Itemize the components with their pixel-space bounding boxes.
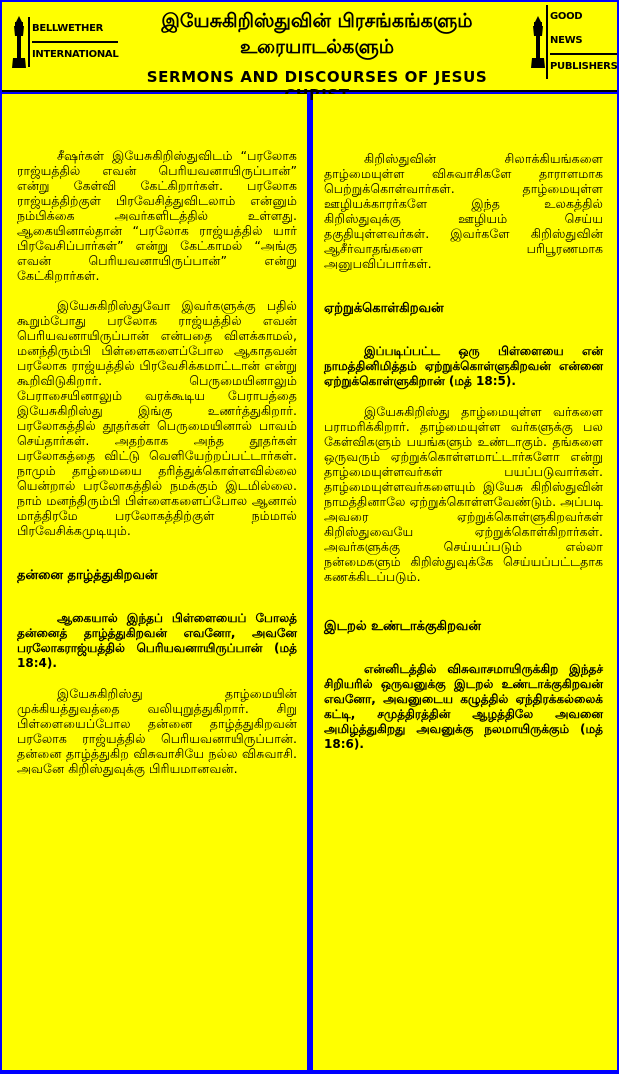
scripture-quote-matt-18-5: இப்படிப்பட்ட ஒரு பிள்ளையை என் நாமத்தினிமித்தம் ஏற்றுக்கொள்ளுகிறவன் என்னை ஏற்றுக்கொள்ளுகிறான் (மத் 18:5). <box>324 344 603 388</box>
logo-right-line1: GOOD NEWS <box>550 5 617 55</box>
left-paragraph-2: இயேசுகிறிஸ்துவோ இவர்களுக்கு பதில் கூறும்போது பரலோக ராஜ்யத்தில் எவன் பெரியவனாயிருப்பான் என்பதை விளக்காமல், மனந்திரும்பி பிள்ளைகளைப்போல ஆகாதவன் பரலோக ராஜ்யத்தில் பிரவேசிக்கமாட்டான் என்று கூறிவிடுகிறார். பெருமையினாலும் பேராசையினாலும் வரக்கூடிய பேராபத்தை இயேசுகிறிஸ்து இங்கு உணர்த்துகிறார். பரலோகத்தில் தூதர்கள் பெருமையினால் பாவம் செய்தார்கள். அதற்காக அந்த தூதர்கள் பரலோகத்தை விட்டு வெளியேற்றப்பட்டார்கள். நாமும் தாழ்மையை தரித்துக்கொள்ளவில்லை யென்றால் பரலோகத்தில் நமக்கும் இடமில்லை. நாம் மனந்திரும்பி பிள்ளைகளைப்போல ஆனால் மாத்திரமே பரலோகத்திற்குள் நம்மால் பிரவேசிக்கமுடியும். <box>17 298 297 538</box>
bellwether-logo <box>10 12 119 72</box>
left-column <box>2 94 307 1070</box>
section-heading-humble: தன்னை தாழ்த்துகிறவன் <box>17 568 158 583</box>
page-title-line2: உரையாடல்களும் <box>239 36 395 58</box>
right-paragraph-2: இயேசுகிறிஸ்து தாழ்மையுள்ள வர்களை பராமரிக்கிறார். தாழ்மையுள்ள வர்களுக்கு பல கேள்விகளும் பயங்களும் உண்டாகும். தங்களை ஒருவரும் ஏற்றுக்கொள்ளமாட்டார்களோ என்று தாழ்மையுள்ளவர்கள் பயப்படுவார்கள். தாழ்மையுள்ளவர்களையும் இயேசு கிறிஸ்துவின் நாமத்தினாலே ஏற்றுக்கொள்ளவேண்டும். அப்படி அவரை ஏற்றுக்கொள்ளுகிறவர்கள் கிறிஸ்துவையே ஏற்றுக்கொள்கிறார்கள். அவர்களுக்கு செய்யப்படும் எல்லா நன்மைகளும் கிறிஸ்துவுக்கே செய்யப்பட்டதாக கணக்கிடப்படும். <box>324 404 603 584</box>
scripture-quote-matt-18-4: ஆகையால் இந்தப் பிள்ளையைப் போலத் தன்னைத் தாழ்த்துகிறவன் எவனோ, அவனே பரலோகராஜ்யத்தில் பெரியவனாயிருப்பான் (மத் 18:4). <box>17 611 297 670</box>
section-heading-receives: ஏற்றுக்கொள்கிறவன் <box>324 301 444 316</box>
left-paragraph-3: இயேசுகிறிஸ்து தாழ்மையின் முக்கியத்துவத்தை வலியுறுத்துகிறார். சிறு பிள்ளையைப்போல தன்னை தாழ்த்துகிறவன் பரலோக ராஜ்யத்தில் பெரியவனாயிருப்பான். தன்னை தாழ்த்துகிற விசுவாசியே நல்ல விசுவாசி. அவனே கிறிஸ்துவுக்கு பிரியமானவன். <box>17 686 297 776</box>
lamp-icon <box>10 14 28 70</box>
right-paragraph-1: கிறிஸ்துவின் சிலாக்கியங்களை தாழ்மையுள்ள விசுவாசிகளே தாராளமாக பெற்றுக்கொள்வார்கள். தாழ்மையுள்ள ஊழியக்காரர்களே இந்த உலகத்தில் கிறிஸ்துவுக்கு ஊழியம் செய்ய தகுதியுள்ளவர்கள். இவர்களே கிறிஸ்துவின் ஆசீர்வாதங்களை பரிபூரணமாக அனுபவிப்பார்கள். <box>324 151 603 271</box>
logo-left-line2: INTERNATIONAL <box>32 49 119 60</box>
logo-right-line2: PUBLISHERS <box>550 61 618 72</box>
section-heading-offends: இடறல் உண்டாக்குகிறவன் <box>324 619 481 634</box>
lamp-icon <box>530 14 546 70</box>
header-banner <box>2 2 617 92</box>
page-subtitle: SERMONS AND DISCOURSES OF JESUS <box>146 68 488 86</box>
scripture-quote-matt-18-6: என்னிடத்தில் விசுவாசமாயிருக்கிற இந்தச் சிறியரில் ஒருவனுக்கு இடறல் உண்டாக்குகிறவன் எவனோ, அவனுடைய கழுத்தில் ஏந்திரக்கல்லைக் கட்டி, சமுத்திரத்தின் ஆழத்திலே அவனை அமிழ்த்துகிறது அவனுக்கு நலமாயிருக்கும் (மத் 18:6). <box>324 662 603 751</box>
good-news-logo <box>530 11 618 72</box>
left-paragraph-1: சீஷர்கள் இயேசுகிறிஸ்துவிடம் “பரலோக ராஜ்யத்தில் எவன் பெரியவனாயிருப்பான்” என்று கேள்வி கேட்கிறார்கள். பரலோக ராஜ்யத்திற்குள் பிரவேசித்துவிடலாம் என்னும் நம்பிக்கை அவர்களிடத்தில் உள்ளது. ஆகையினால்தான் “பரலோக ராஜ்யத்தில் யார் பிரவேசிப்பார்கள்” என்று கேட்காமல் “அங்கு எவன் பெரியவனாயிருப்பான்” என்று கேட்கிறார்கள். <box>17 148 297 283</box>
logo-left-line1: BELLWETHER <box>32 17 118 43</box>
right-column <box>313 94 617 1070</box>
page-title-line1: இயேசுகிறிஸ்துவின் பிரசங்கங்களும் <box>161 10 473 32</box>
